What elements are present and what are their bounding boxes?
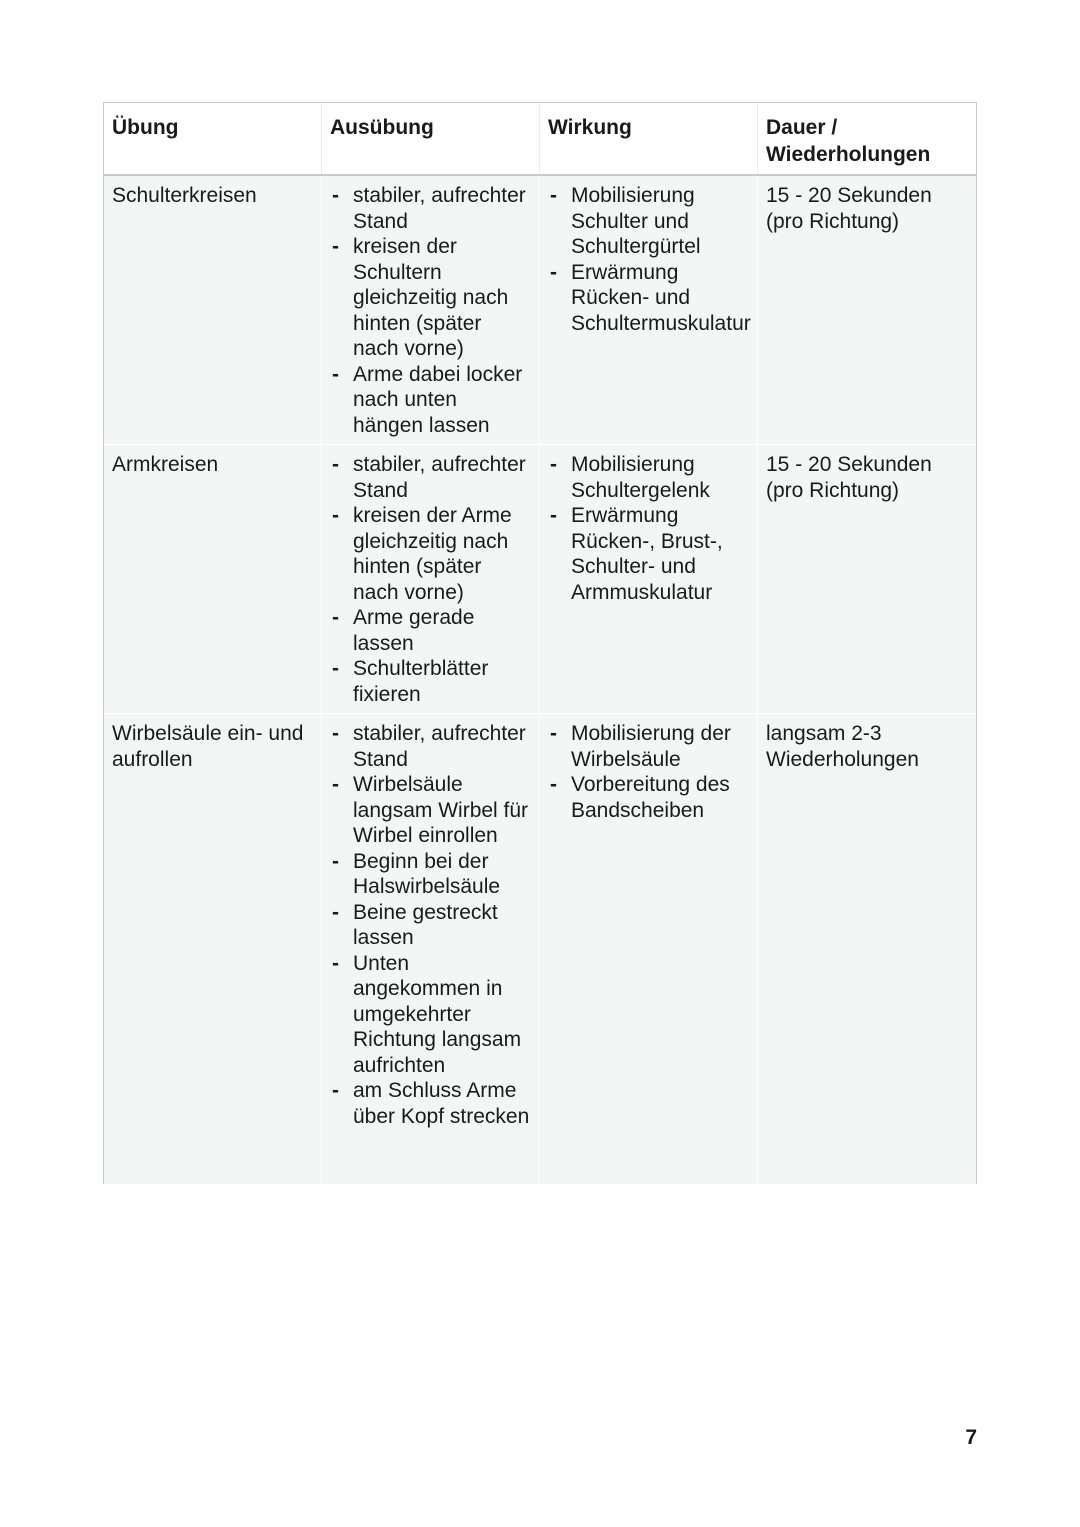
execution-list [330, 183, 531, 438]
cell-exercise: Schulterkreisen [104, 176, 322, 444]
list-item: - Arme gerade lassen [330, 605, 531, 656]
cell-duration: langsam 2-3 Wiederholungen [766, 722, 919, 771]
list-item: - stabiler, aufrechter Stand [330, 183, 531, 234]
table-row [104, 444, 976, 713]
cell-execution [322, 714, 540, 1184]
list-item: - stabiler, aufrechter Stand [330, 721, 531, 772]
list-item: - Erwärmung Rücken-, Brust-, Schulter- und Armmuskulatur [548, 503, 749, 605]
cell-exercise: Wirbelsäule ein- und aufrollen [104, 714, 322, 1184]
list-item: - stabiler, aufrechter Stand [330, 452, 531, 503]
list-item: - kreisen der Arme gleichzeitig nach hinten (später nach vorne) [330, 503, 531, 605]
effect-list [548, 183, 749, 336]
cell-effect [540, 176, 758, 444]
execution-list [330, 452, 531, 707]
header-wirkung: Wirkung [540, 103, 758, 174]
table-header-row [104, 103, 976, 176]
table-body [104, 176, 976, 1184]
cell-execution [322, 445, 540, 713]
list-item: - Erwärmung Rücken- und Schultermuskulatur [548, 260, 749, 337]
exercise-table [103, 102, 977, 1184]
list-item: - Arme dabei locker nach unten hängen lassen [330, 362, 531, 439]
list-item: - am Schluss Arme über Kopf strecken [330, 1078, 531, 1129]
cell-effect [540, 714, 758, 1184]
effect-list [548, 721, 749, 823]
list-item: - Mobilisierung Schultergelenk [548, 452, 749, 503]
cell-exercise: Armkreisen [104, 445, 322, 713]
cell-effect [540, 445, 758, 713]
list-item: - Schulterblätter fixieren [330, 656, 531, 707]
list-item: - Wirbelsäule langsam Wirbel für Wirbel einrollen [330, 772, 531, 849]
table-row [104, 176, 976, 444]
list-item: - Mobilisierung Schulter und Schultergürtel [548, 183, 749, 260]
list-item: - Mobilisierung der Wirbelsäule [548, 721, 749, 772]
list-item: - Beine gestreckt lassen [330, 900, 531, 951]
execution-list [330, 721, 531, 1129]
list-item: - kreisen der Schultern gleichzeitig nach hinten (später nach vorne) [330, 234, 531, 362]
cell-duration: 15 - 20 Sekunden (pro Richtung) [766, 453, 932, 502]
page-number: 7 [965, 1426, 977, 1449]
header-ausuebung: Ausübung [322, 103, 540, 174]
header-dauer: Dauer / Wiederholungen [766, 116, 931, 166]
list-item: - Vorbereitung des Bandscheiben [548, 772, 749, 823]
effect-list [548, 452, 749, 605]
header-uebung: Übung [104, 103, 322, 174]
list-item: - Unten angekommen in umgekehrter Richtung langsam aufrichten [330, 951, 531, 1079]
list-item: - Beginn bei der Halswirbelsäule [330, 849, 531, 900]
cell-execution [322, 176, 540, 444]
cell-duration: 15 - 20 Sekunden (pro Richtung) [766, 184, 932, 233]
table-row [104, 713, 976, 1184]
